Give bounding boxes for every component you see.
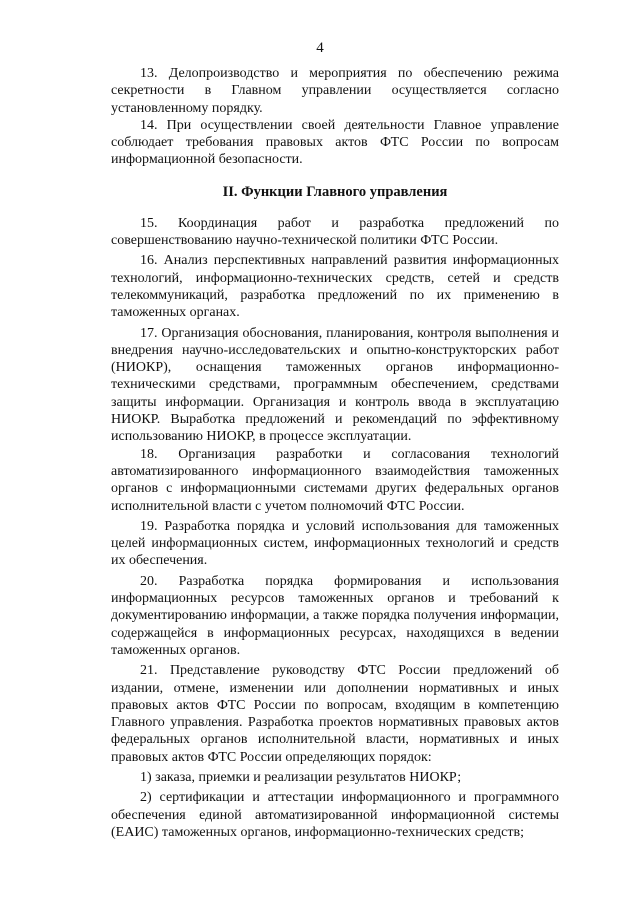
subitem-1: 1) заказа, приемки и реализации результатов НИОКР;	[140, 769, 462, 785]
paragraph-14: 14. При осуществлении своей деятельности Главное управление соблюдает требования правовых актов ФТС России по вопросам информационной безопасности.	[111, 117, 559, 168]
page-number: 4	[316, 40, 324, 56]
section-heading: II. Функции Главного управления	[222, 183, 448, 200]
paragraph-19: 19. Разработка порядка и условий использования для таможенных целей информационных систем, информационных технологий и средств их обеспечения.	[111, 518, 559, 569]
paragraph-16: 16. Анализ перспективных направлений развития информационных технологий, информационно-технических средств, сетей и средств телекоммуникаций, разработка предложений по их применению в таможенных органах.	[111, 253, 559, 321]
subitem-2: 2) сертификации и аттестации информационного и программного обеспечения единой автоматизированной информационной системы (ЕАИС) таможенных органов, информационно-технических средств;	[111, 790, 559, 840]
paragraph-20: 20. Разработка порядка формирования и использования информационных ресурсов таможенных органов и требований к документированию информации, а также порядка получения информации, содержащейся в информационных ресурсах, находящихся в ведении таможенных органов.	[111, 573, 559, 658]
paragraph-15: 15. Координация работ и разработка предложений по совершенствованию научно-технической политики ФТС России.	[111, 215, 559, 249]
paragraph-18: 18. Организация разработки и согласования технологий автоматизированного информационного взаимодействия таможенных органов с информационными системами других федеральных органов исполнительной власти с учетом полномочий ФТС России.	[111, 446, 559, 514]
paragraph-17: 17. Организация обоснования, планирования, контроля выполнения и внедрения научно-исследовательских и опытно-конструкторских работ (НИОКР), оснащения таможенных органов информационно-техническими средствами, программным обеспечением, средствами защиты информации. Организация и контроль ввода в эксплуатацию НИОКР. Выработка предложений и рекомендаций по эффективному использованию НИОКР, в процессе эксплуатации.	[111, 325, 559, 445]
document-body	[111, 65, 559, 841]
paragraph-13: 13. Делопроизводство и мероприятия по обеспечению режима секретности в Главном управлении осуществляется согласно установленному порядку.	[111, 66, 559, 116]
paragraph-21: 21. Представление руководству ФТС России предложений об издании, отмене, изменении или дополнении нормативных и иных правовых актов ФТС России по вопросам, входящим в компетенцию Главного управления. Разработка проектов нормативных правовых актов федеральных органов исполнительной власти, нормативных и иных правовых актов ФТС России определяющих порядок:	[111, 663, 559, 765]
